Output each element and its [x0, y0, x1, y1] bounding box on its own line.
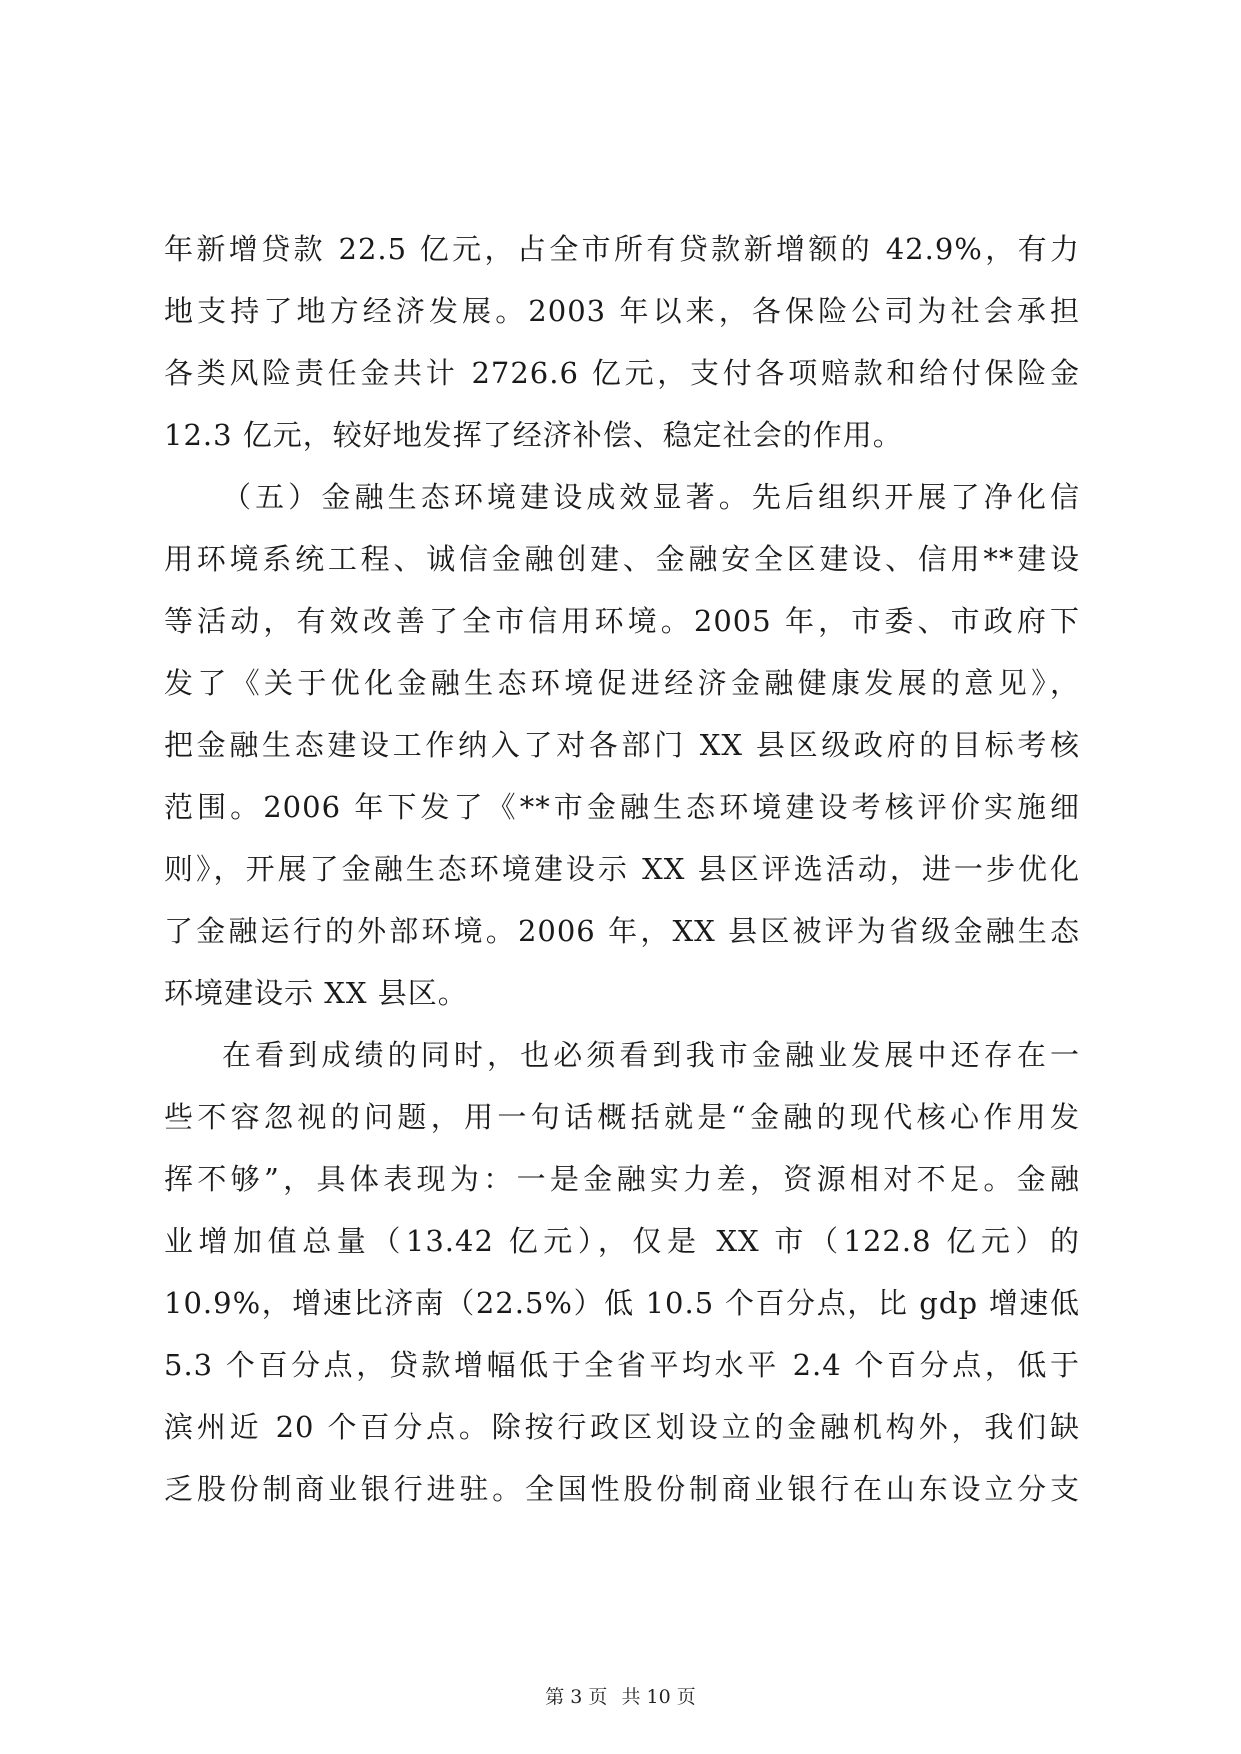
text-line: 了金融运行的外部环境。2006 年，XX 县区被评为省级金融生态	[164, 914, 1080, 948]
paragraph-start-line: 在看到成绩的同时，也必须看到我市金融业发展中还存在一	[222, 1038, 1080, 1072]
paragraph-start-line: （五）金融生态环境建设成效显著。先后组织开展了净化信	[222, 480, 1080, 514]
text-line: 环境建设示 XX 县区。	[164, 976, 468, 1010]
page-total: 共 10 页	[621, 1686, 696, 1708]
text-line: 各类风险责任金共计 2726.6 亿元，支付各项赔款和给付保险金	[164, 356, 1080, 390]
text-line: 年新增贷款 22.5 亿元，占全市所有贷款新增额的 42.9%，有力	[164, 232, 1080, 266]
document-body	[164, 218, 1080, 1520]
text-line: 发了《关于优化金融生态环境促进经济金融健康发展的意见》，	[164, 666, 1080, 700]
text-line: 5.3 个百分点，贷款增幅低于全省平均水平 2.4 个百分点，低于	[164, 1348, 1080, 1382]
page-number: 第 3 页	[545, 1686, 608, 1708]
text-line: 业增加值总量（13.42 亿元），仅是 XX 市（122.8 亿元）的	[164, 1224, 1080, 1258]
text-line: 用环境系统工程、诚信金融创建、金融安全区建设、信用**建设	[164, 542, 1080, 576]
text-line: 些不容忽视的问题，用一句话概括就是“金融的现代核心作用发	[164, 1100, 1080, 1134]
text-line: 等活动，有效改善了全市信用环境。2005 年，市委、市政府下	[164, 604, 1080, 638]
text-line: 范围。2006 年下发了《**市金融生态环境建设考核评价实施细	[164, 790, 1080, 824]
page-footer	[0, 1682, 1241, 1709]
text-line: 则》，开展了金融生态环境建设示 XX 县区评选活动，进一步优化	[164, 852, 1080, 886]
text-line: 把金融生态建设工作纳入了对各部门 XX 县区级政府的目标考核	[164, 728, 1080, 762]
text-line: 12.3 亿元，较好地发挥了经济补偿、稳定社会的作用。	[164, 418, 903, 452]
text-line: 地支持了地方经济发展。2003 年以来，各保险公司为社会承担	[164, 294, 1080, 328]
text-line: 滨州近 20 个百分点。除按行政区划设立的金融机构外，我们缺	[164, 1410, 1080, 1444]
text-line: 乏股份制商业银行进驻。全国性股份制商业银行在山东设立分支	[164, 1472, 1080, 1506]
text-line: 10.9%，增速比济南（22.5%）低 10.5 个百分点，比 gdp 增速低	[164, 1286, 1080, 1320]
text-line: 挥不够”，具体表现为：一是金融实力差，资源相对不足。金融	[164, 1162, 1080, 1196]
